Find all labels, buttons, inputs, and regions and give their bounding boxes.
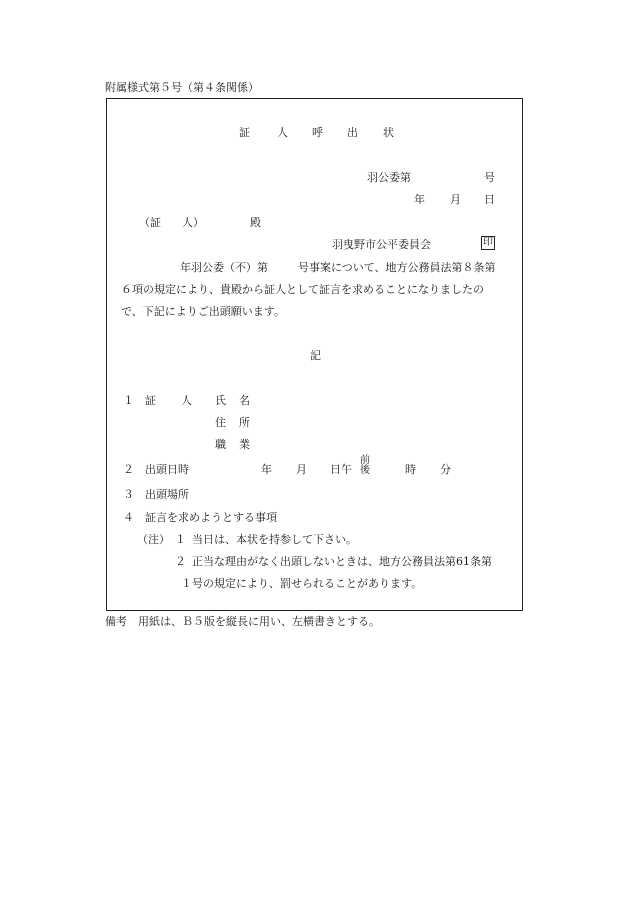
date-day: 日 <box>484 193 495 206</box>
notes-label: （注） <box>137 533 170 546</box>
am-pm-choice <box>358 456 372 476</box>
field-address-a: 住 <box>215 416 226 429</box>
item2-month: 月 <box>296 463 307 476</box>
item1-label-a: 証 <box>145 394 156 407</box>
body-line-1a: 年羽公委（不）第 <box>180 261 268 274</box>
title-char: 出 <box>347 126 358 139</box>
field-occupation-a: 職 <box>215 438 226 451</box>
recipient-label-open: （証 <box>139 216 161 229</box>
title-char: 人 <box>277 126 288 139</box>
field-name-b: 名 <box>239 394 250 407</box>
item2-year: 年 <box>261 463 272 476</box>
pm-option: 後 <box>360 465 370 476</box>
recipient-honorific: 殿 <box>250 216 261 229</box>
title-char: 状 <box>383 126 394 139</box>
note1-text: 当日は、本状を持参して下さい。 <box>192 533 357 546</box>
seal-stamp: 印 <box>483 237 493 248</box>
note2-text: 正当な理由がなく出頭しないときは、地方公務員法第61条第 <box>192 555 492 568</box>
title-char: 呼 <box>312 126 323 139</box>
recipient-label-close: 人） <box>182 216 204 229</box>
reference-suffix: 号 <box>484 171 495 184</box>
form-header: 附属様式第５号（第４条関係） <box>105 81 259 94</box>
ki-heading: 記 <box>310 349 321 362</box>
field-occupation-b: 業 <box>239 438 250 451</box>
item4-label: 証言を求めようとする事項 <box>145 511 277 524</box>
note2-continuation: １号の規定により、罰せられることがあります。 <box>181 577 423 590</box>
body-line-3: で、下記によりご出頭願います。 <box>121 305 285 318</box>
note1-number: １ <box>175 533 186 546</box>
am-option: 前 <box>360 455 370 466</box>
issuer-name: 羽曳野市公平委員会 <box>332 238 431 251</box>
body-line-1b: 号事案について、地方公務員法第８条第 <box>298 261 496 274</box>
date-year: 年 <box>414 193 425 206</box>
field-name-a: 氏 <box>215 394 226 407</box>
title-char: 証 <box>239 126 250 139</box>
item3-label: 出頭場所 <box>145 488 189 501</box>
remark-note: 備考 用紙は、Ｂ５版を縦長に用い、左横書きとする。 <box>105 615 380 628</box>
reference-prefix: 羽公委第 <box>367 171 411 184</box>
document-title <box>239 127 394 138</box>
item1-label-b: 人 <box>181 394 192 407</box>
item2-minute: 分 <box>440 463 451 476</box>
item2-number: ２ <box>123 463 134 476</box>
item1-number: １ <box>123 394 134 407</box>
item2-label: 出頭日時 <box>145 463 189 476</box>
item2-hour: 時 <box>405 463 416 476</box>
field-address-b: 所 <box>239 416 250 429</box>
body-line-2: ６項の規定により、貴殿から証人として証言を求めることになりましたの <box>121 283 484 296</box>
item4-number: ４ <box>123 511 134 524</box>
note2-number: ２ <box>175 555 186 568</box>
item3-number: ３ <box>123 488 134 501</box>
item2-day-noon: 日午 <box>330 463 352 476</box>
date-month: 月 <box>450 193 461 206</box>
